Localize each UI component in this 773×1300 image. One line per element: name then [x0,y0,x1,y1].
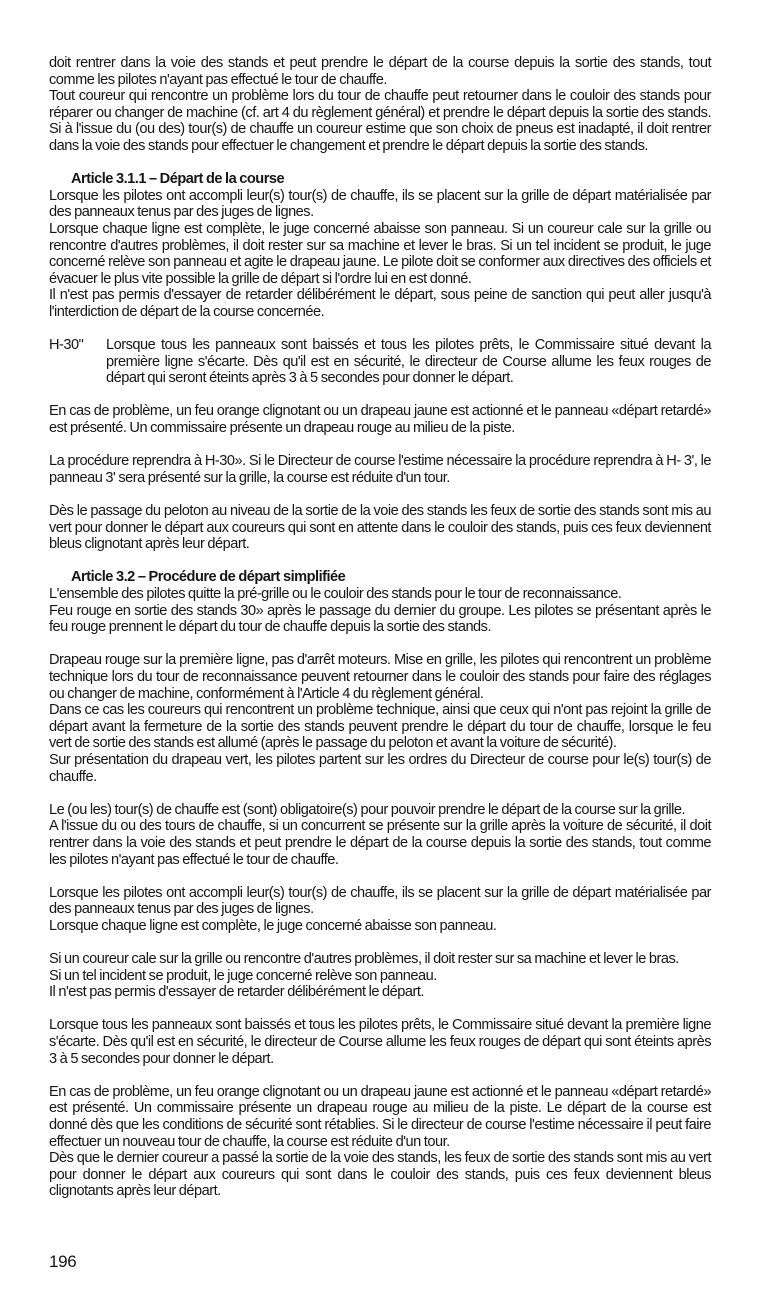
paragraph: Il n'est pas permis d'essayer de retarder délibérément le départ, sous peine de sanction qui peut aller jusqu'à l'interdiction de départ de la course concernée. [49,287,711,320]
paragraph: Tout coureur qui rencontre un problème lors du tour de chauffe peut retourner dans le couloir des stands pour réparer ou changer de machine (cf. art 4 du règlement général) et prendre le départ depuis la sortie des stands. Si à l'issue du (ou des) tour(s) de chauffe un coureur estime que son choix de pneus est inadapté, il doit rentrer dans la voie des stands pour effectuer le changement et prendre le départ depuis la sortie des stands. [49,88,711,154]
page-number: 196 [49,1252,77,1271]
paragraph: Dans ce cas les coureurs qui rencontrent un problème technique, ainsi que ceux qui n'ont pas rejoint la grille de départ avant la fermeture de la sortie des stands peuvent prendre le départ du tour de chauffe, lorsque le feu vert de sortie des stands est allumé (après le passage du peloton et avant la voiture de sécurité). [49,702,711,752]
article-heading: Article 3.2 – Procédure de départ simplifiée [71,569,346,586]
paragraph: En cas de problème, un feu orange clignotant ou un drapeau jaune est actionné et le panneau «départ retardé» est présenté. Un commissaire présente un drapeau rouge au milieu de la piste. Le départ de la course est donné dès que les conditions de sécurité sont rétablies. Si le directeur de course l'estime nécessaire il peut faire effectuer un nouveau tour de chauffe, la course est réduite d'un tour. [49,1083,711,1150]
paragraph: doit rentrer dans la voie des stands et peut prendre le départ de la course depuis la sortie des stands, tout comme les pilotes n'ayant pas effectué le tour de chauffe. [49,55,711,88]
time-label: H-30" [49,337,84,354]
paragraph: Dès que le dernier coureur a passé la sortie de la voie des stands, les feux de sortie des stands sont mis au vert pour donner le départ aux coureurs qui sont dans le couloir des stands, puis ces feux deviennent bleus clignotants après leur départ. [49,1150,711,1200]
paragraph: Lorsque les pilotes ont accompli leur(s) tour(s) de chauffe, ils se placent sur la grille de départ matérialisée par des panneaux tenus par des juges de lignes. [49,187,711,221]
paragraph: Sur présentation du drapeau vert, les pilotes partent sur les ordres du Directeur de course pour le(s) tour(s) de chauffe. [49,751,711,785]
paragraph: Lorsque tous les panneaux sont baissés et tous les pilotes prêts, le Commissaire situé devant la première ligne s'écarte. Dès qu'il est en sécurité, le directeur de Course allume les feux rouges de départ qui sont éteints après 3 à 5 secondes pour donner le départ. [49,1017,711,1067]
text-column [49,55,711,1200]
paragraph: Si un coureur cale sur la grille ou rencontre d'autres problèmes, il doit rester sur sa machine et lever le bras. [49,951,679,968]
paragraph: Il n'est pas permis d'essayer de retarder délibérément le départ. [49,984,424,1001]
paragraph: L'ensemble des pilotes quitte la pré-grille ou le couloir des stands pour le tour de reconnaissance. [49,586,622,602]
paragraph: Lorsque chaque ligne est complète, le juge concerné abaisse son panneau. [49,917,497,934]
paragraph: Drapeau rouge sur la première ligne, pas d'arrêt moteurs. Mise en grille, les pilotes qui rencontrent un problème technique lors du tour de reconnaissance peuvent retourner dans le couloir des stands pour faire des réglages ou changer de machine, conformément à l'Article 4 du règlement général. [49,652,711,702]
paragraph: La procédure reprendra à H-30». Si le Directeur de course l'estime nécessaire la procédure reprendra à H- 3', le panneau 3' sera présenté sur la grille, la course est réduite d'un tour. [49,453,711,486]
paragraph: A l'issue du ou des tours de chauffe, si un concurrent se présente sur la grille après la voiture de sécurité, il doit rentrer dans la voie des stands et peut prendre le départ de la course depuis la sortie des stands, tout comme les pilotes n'ayant pas effectué le tour de chauffe. [49,818,711,868]
paragraph: Le (ou les) tour(s) de chauffe est (sont) obligatoire(s) pour pouvoir prendre le départ de la course sur la grille. [49,801,686,818]
timed-procedure-text: Lorsque tous les panneaux sont baissés et tous les pilotes prêts, le Commissaire situé devant la première ligne s'écarte. Dès qu'il est en sécurité, le directeur de Course allume les feux rouges de départ qui seront éteints après 3 à 5 secondes pour donner le départ. [106,337,711,387]
article-heading: Article 3.1.1 – Départ de la course [71,171,285,188]
paragraph: Dès le passage du peloton au niveau de la sortie de la voie des stands les feux de sortie des stands sont mis au vert pour donner le départ aux coureurs qui sont en attente dans le couloir des stands, puis ces feux deviennent bleus clignotant après leur départ. [49,503,711,553]
paragraph: Lorsque les pilotes ont accompli leur(s) tour(s) de chauffe, ils se placent sur la grille de départ matérialisée par des panneaux tenus par des juges de lignes. [49,884,711,918]
paragraph: En cas de problème, un feu orange clignotant ou un drapeau jaune est actionné et le panneau «départ retardé» est présenté. Un commissaire présente un drapeau rouge au milieu de la piste. [49,403,711,437]
paragraph: Si un tel incident se produit, le juge concerné relève son panneau. [49,967,437,984]
paragraph: Lorsque chaque ligne est complète, le juge concerné abaisse son panneau. Si un coureur cale sur la grille ou rencontre d'autres problèmes, il doit rester sur sa machine et lever le bras. Si un tel incident se produit, le juge concerné relève son panneau et agite le drapeau jaune. Le pilote doit se conformer aux directives des officiels et évacuer le plus vite possible la grille de départ si l'ordre lui en est donné. [49,220,711,287]
paragraph: Feu rouge en sortie des stands 30» après le passage du dernier du groupe. Les pilotes se présentant après le feu rouge prennent le départ du tour de chauffe depuis la sortie des stands. [49,602,711,636]
timed-procedure-item [49,337,711,387]
